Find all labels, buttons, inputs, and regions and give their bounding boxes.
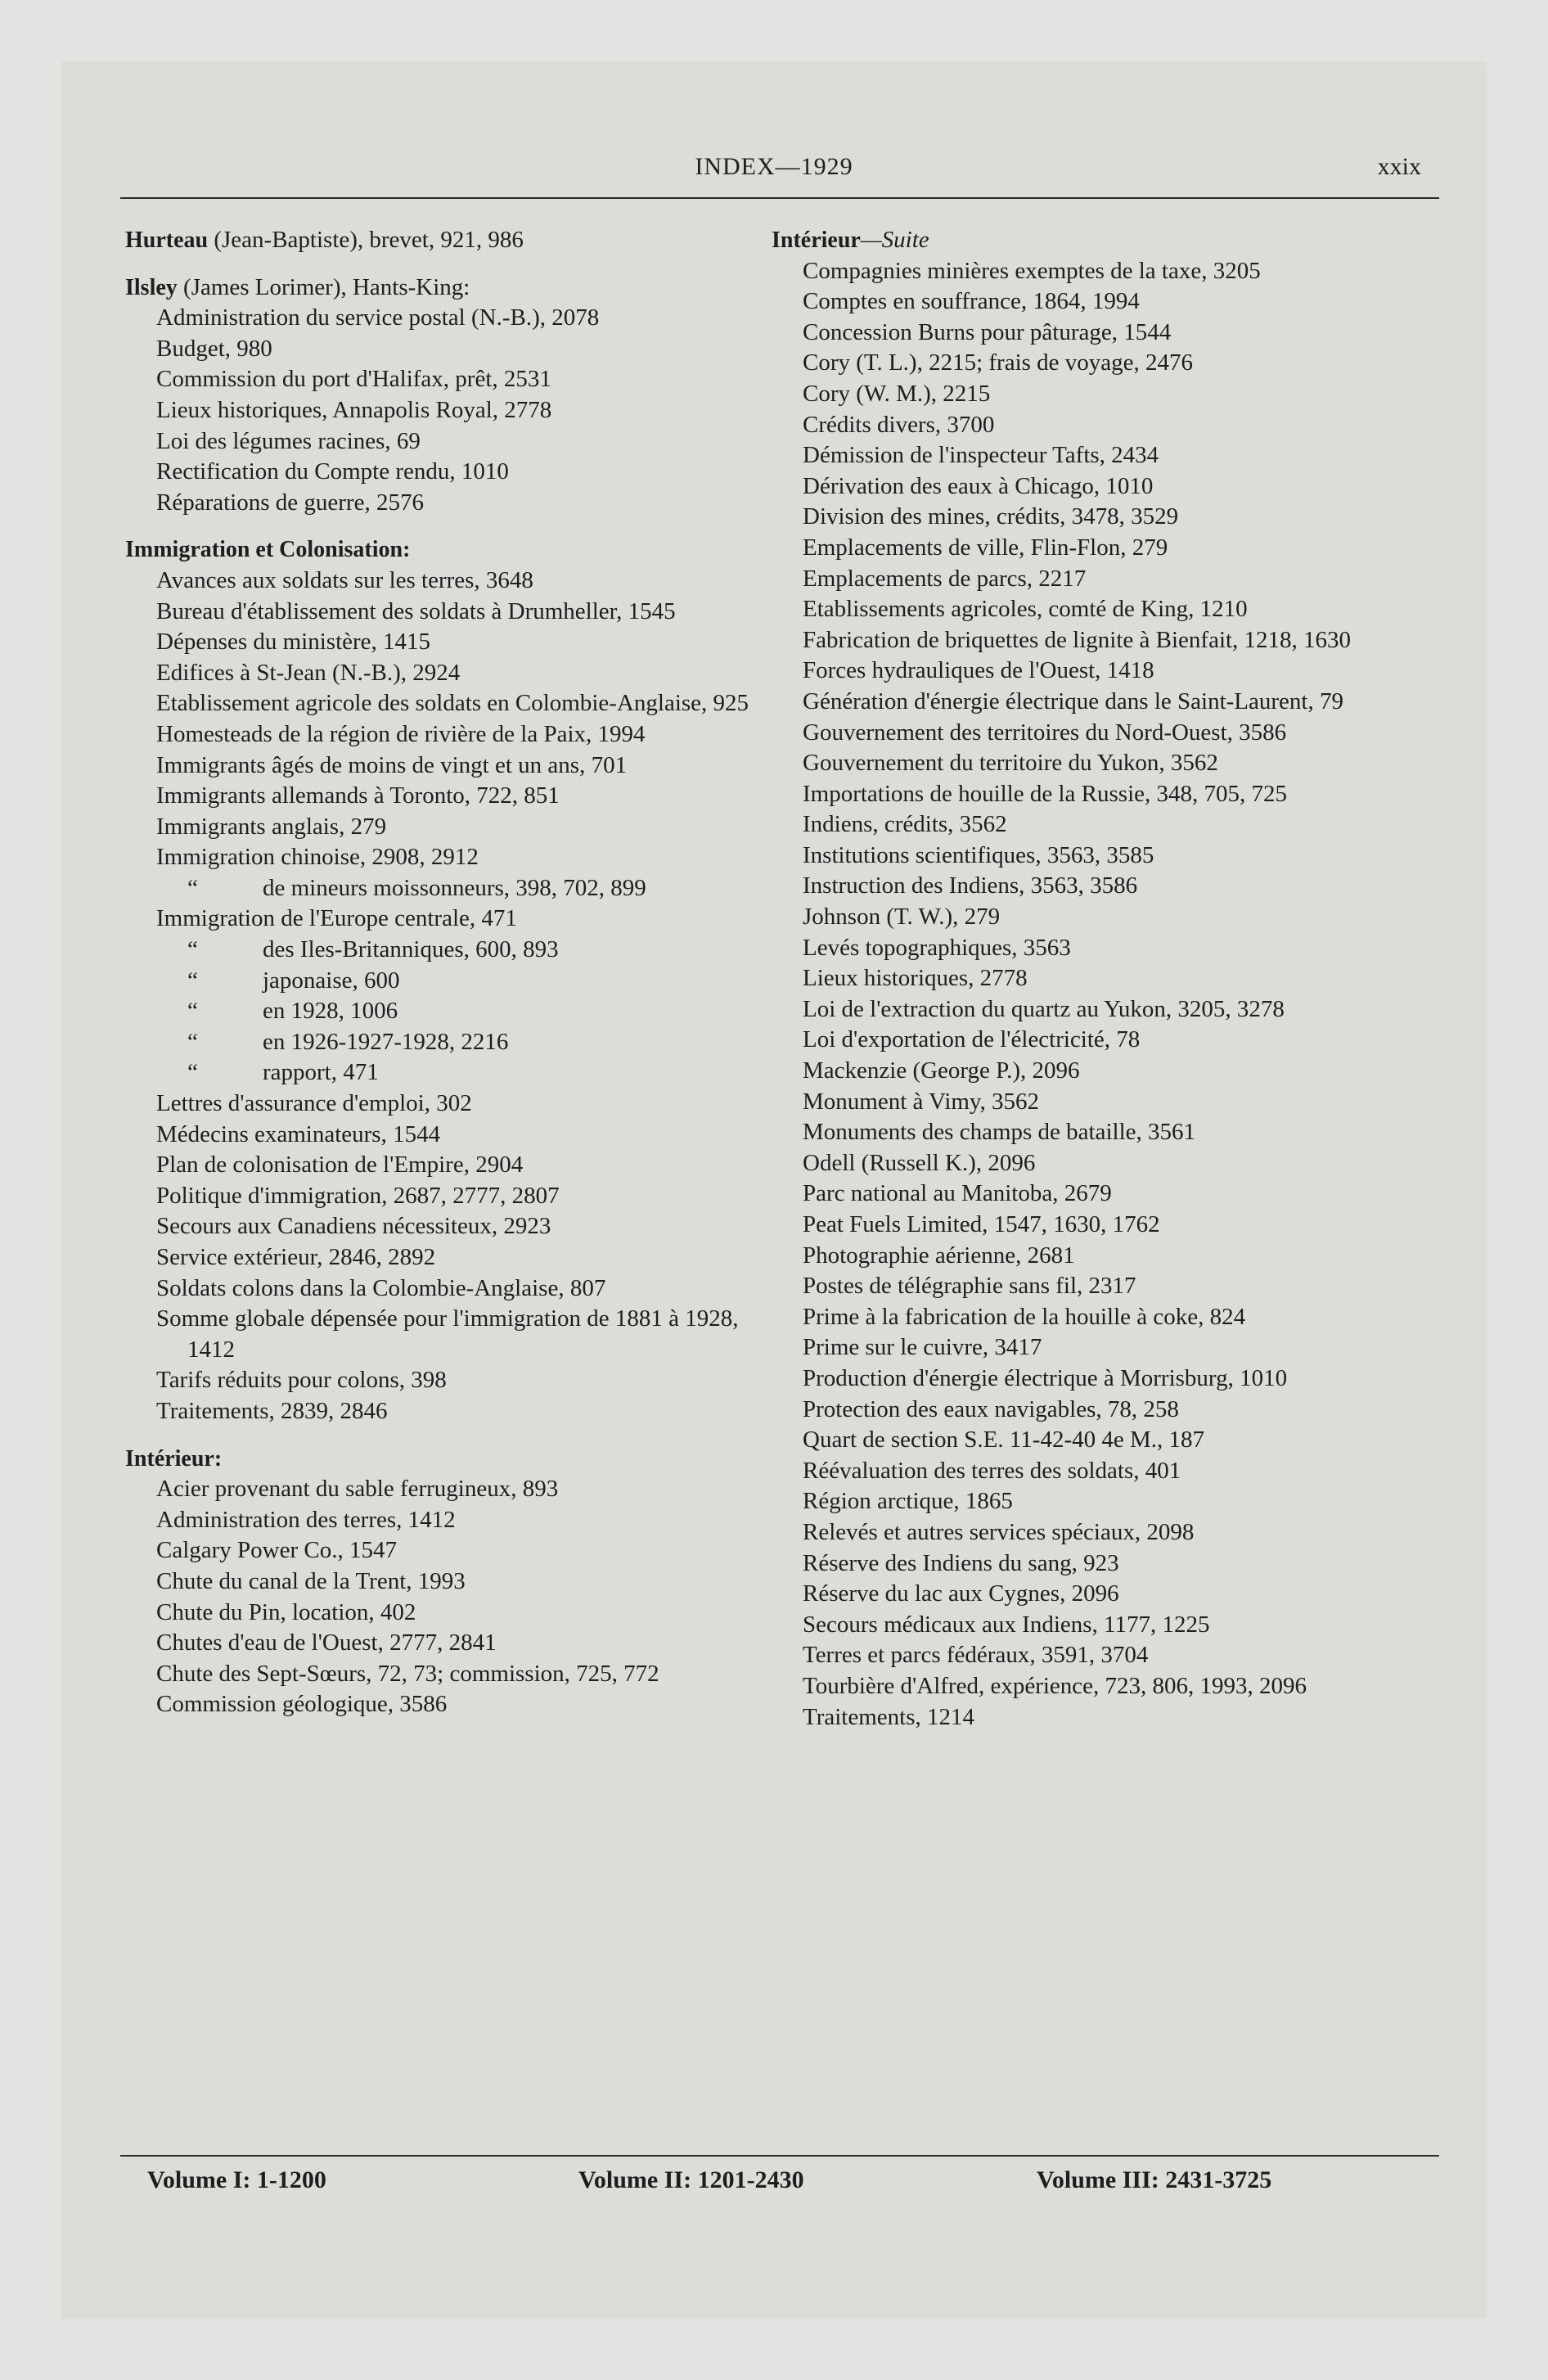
index-sub-entry: Quart de section S.E. 11-42-40 4e M., 187 bbox=[803, 1427, 1205, 1454]
index-sub-entry: Immigrants anglais, 279 bbox=[156, 813, 387, 840]
index-sub-entry: Budget, 980 bbox=[156, 335, 272, 362]
index-sub-entry: Plan de colonisation de l'Empire, 2904 bbox=[156, 1152, 524, 1179]
volume-range: 1-1200 bbox=[256, 2166, 326, 2193]
right-column bbox=[772, 225, 1442, 1733]
index-sub-entry: Compagnies minières exemptes de la taxe, 3205 bbox=[803, 257, 1261, 284]
index-sub-entry: Parc national au Manitoba, 2679 bbox=[803, 1180, 1112, 1207]
index-sub-entry: Lieux historiques, 2778 bbox=[803, 965, 1028, 992]
index-page bbox=[61, 61, 1487, 2319]
index-ditto-entry bbox=[125, 996, 780, 1027]
index-heading-entry bbox=[125, 225, 780, 256]
index-sub-entry: Réserve du lac aux Cygnes, 2096 bbox=[803, 1580, 1119, 1607]
index-sub-entry: Gouvernement du territoire du Yukon, 3562 bbox=[803, 750, 1218, 777]
index-sub-entry: Immigrants âgés de moins de vingt et un ans, 701 bbox=[156, 751, 628, 778]
index-sub-entry: Loi des légumes racines, 69 bbox=[156, 427, 421, 454]
index-sub-entry: Chute des Sept-Sœurs, 72, 73; commission, 725, 772 bbox=[156, 1660, 659, 1687]
index-sub-entry: Tourbière d'Alfred, expérience, 723, 806, 1993, 2096 bbox=[803, 1672, 1307, 1699]
index-sub-entry: Commission du port d'Halifax, prêt, 2531 bbox=[156, 366, 551, 393]
index-sub-entry: Postes de télégraphie sans fil, 2317 bbox=[803, 1273, 1136, 1300]
index-sub-entry: Homesteads de la région de rivière de la Paix, 1994 bbox=[156, 720, 646, 747]
entry-text: rapport, 471 bbox=[263, 1059, 379, 1086]
page-number: xxix bbox=[1377, 153, 1421, 180]
left-column bbox=[125, 225, 780, 1720]
entry-heading: Immigration et Colonisation: bbox=[125, 537, 411, 563]
index-sub-entry: Secours aux Canadiens nécessiteux, 2923 bbox=[156, 1213, 551, 1240]
index-sub-entry: Réserve des Indiens du sang, 923 bbox=[803, 1549, 1119, 1576]
entry-text: en 1928, 1006 bbox=[263, 998, 398, 1025]
index-sub-entry: Protection des eaux navigables, 78, 258 bbox=[803, 1395, 1179, 1422]
index-ditto-entry bbox=[125, 935, 780, 966]
index-sub-entry: Loi d'exportation de l'électricité, 78 bbox=[803, 1026, 1141, 1053]
index-sub-entry: Région arctique, 1865 bbox=[803, 1488, 1013, 1515]
index-heading-entry bbox=[125, 273, 780, 304]
volume-3-label bbox=[1037, 2166, 1271, 2194]
entry-text: en 1926-1927-1928, 2216 bbox=[263, 1028, 509, 1055]
entry-detail: (James Lorimer), Hants-King: bbox=[177, 273, 470, 300]
index-sub-entry: Avances aux soldats sur les terres, 3648 bbox=[156, 566, 533, 593]
index-sub-entry: Dépenses du ministère, 1415 bbox=[156, 629, 431, 656]
index-sub-entry: Monuments des champs de bataille, 3561 bbox=[803, 1119, 1196, 1146]
index-sub-entry: Edifices à St-Jean (N.-B.), 2924 bbox=[156, 659, 461, 686]
index-sub-entry: Indiens, crédits, 3562 bbox=[803, 811, 1007, 838]
index-sub-entry: Peat Fuels Limited, 1547, 1630, 1762 bbox=[803, 1211, 1160, 1237]
index-heading-entry bbox=[125, 534, 780, 566]
index-sub-entry: Fabrication de briquettes de lignite à Bienfait, 1218, 1630 bbox=[803, 626, 1352, 653]
index-sub-entry: Administration des terres, 1412 bbox=[156, 1506, 456, 1533]
index-sub-entry: Prime sur le cuivre, 3417 bbox=[803, 1334, 1042, 1361]
index-sub-entry: Relevés et autres services spéciaux, 2098 bbox=[803, 1518, 1195, 1545]
ditto-mark: “ bbox=[187, 936, 198, 963]
index-sub-entry: Odell (Russell K.), 2096 bbox=[803, 1149, 1036, 1176]
index-ditto-entry bbox=[125, 1027, 780, 1058]
index-sub-entry: Commission géologique, 3586 bbox=[156, 1691, 448, 1718]
index-sub-entry: Bureau d'établissement des soldats à Drumheller, 1545 bbox=[156, 597, 676, 624]
index-sub-entry: Dérivation des eaux à Chicago, 1010 bbox=[803, 472, 1154, 499]
index-sub-entry: Démission de l'inspecteur Tafts, 2434 bbox=[803, 442, 1159, 469]
index-sub-entry: Comptes en souffrance, 1864, 1994 bbox=[803, 288, 1140, 315]
volume-1-label bbox=[147, 2166, 326, 2194]
footer-rule bbox=[120, 2155, 1439, 2157]
index-sub-entry: Etablissements agricoles, comté de King, 1210 bbox=[803, 596, 1248, 623]
index-sub-entry: Somme globale dépensée pour l'immigration de 1881 à 1928, 1412 bbox=[156, 1305, 739, 1363]
index-sub-entry: Importations de houille de la Russie, 348, 705, 725 bbox=[803, 780, 1288, 807]
index-ditto-entry bbox=[125, 1057, 780, 1089]
index-sub-entry: Division des mines, crédits, 3478, 3529 bbox=[803, 503, 1179, 530]
volume-label: Volume II: bbox=[578, 2166, 692, 2193]
volume-range: 1201-2430 bbox=[697, 2166, 804, 2193]
index-sub-entry: Lieux historiques, Annapolis Royal, 2778 bbox=[156, 396, 552, 423]
index-sub-entry: Etablissement agricole des soldats en Colombie-Anglaise, 925 bbox=[156, 690, 749, 717]
header-rule bbox=[120, 197, 1439, 199]
ditto-mark: “ bbox=[187, 1059, 198, 1086]
index-sub-entry: Médecins examinateurs, 1544 bbox=[156, 1120, 441, 1147]
index-sub-entry: Gouvernement des territoires du Nord-Ouest, 3586 bbox=[803, 719, 1287, 746]
index-sub-entry: Lettres d'assurance d'emploi, 302 bbox=[156, 1090, 472, 1117]
index-sub-entry: Secours médicaux aux Indiens, 1177, 1225 bbox=[803, 1611, 1210, 1638]
index-sub-entry: Génération d'énergie électrique dans le Saint-Laurent, 79 bbox=[803, 687, 1343, 714]
index-sub-entry: Cory (T. L.), 2215; frais de voyage, 2476 bbox=[803, 349, 1194, 376]
index-sub-entry: Soldats colons dans la Colombie-Anglaise, 807 bbox=[156, 1274, 606, 1301]
ditto-mark: “ bbox=[187, 998, 198, 1025]
index-sub-entry: Réévaluation des terres des soldats, 401 bbox=[803, 1457, 1181, 1484]
index-sub-entry: Johnson (T. W.), 279 bbox=[803, 904, 1001, 931]
index-sub-entry: Immigrants allemands à Toronto, 722, 851 bbox=[156, 782, 560, 809]
index-sub-entry: Production d'énergie électrique à Morrisburg, 1010 bbox=[803, 1364, 1288, 1391]
entry-text: des Iles-Britanniques, 600, 893 bbox=[263, 936, 559, 963]
index-sub-entry: Prime à la fabrication de la houille à coke, 824 bbox=[803, 1303, 1246, 1330]
index-sub-entry: Tarifs réduits pour colons, 398 bbox=[156, 1367, 447, 1394]
index-sub-entry: Chute du Pin, location, 402 bbox=[156, 1598, 416, 1625]
volume-label: Volume III: bbox=[1037, 2166, 1159, 2193]
entry-heading: Ilsley bbox=[125, 274, 178, 300]
entry-heading: Intérieur: bbox=[125, 1445, 223, 1472]
index-sub-entry: Calgary Power Co., 1547 bbox=[156, 1537, 397, 1564]
index-sub-entry: Loi de l'extraction du quartz au Yukon, 3205, 3278 bbox=[803, 995, 1285, 1022]
index-sub-entry: Crédits divers, 3700 bbox=[803, 411, 995, 438]
index-sub-entry: Traitements, 1214 bbox=[803, 1703, 974, 1730]
index-sub-entry: Immigration de l'Europe centrale, 471 bbox=[156, 905, 517, 932]
index-sub-entry: Chutes d'eau de l'Ouest, 2777, 2841 bbox=[156, 1629, 497, 1657]
entry-heading: Intérieur bbox=[772, 228, 861, 253]
entry-detail: —Suite bbox=[860, 227, 929, 253]
index-sub-entry: Rectification du Compte rendu, 1010 bbox=[156, 458, 509, 485]
index-ditto-entry bbox=[125, 873, 780, 904]
index-ditto-entry bbox=[125, 966, 780, 997]
index-sub-entry: Emplacements de ville, Flin-Flon, 279 bbox=[803, 534, 1168, 561]
index-sub-entry: Immigration chinoise, 2908, 2912 bbox=[156, 844, 479, 871]
index-heading-entry bbox=[772, 225, 1442, 256]
index-sub-entry: Mackenzie (George P.), 2096 bbox=[803, 1057, 1080, 1084]
index-sub-entry: Traitements, 2839, 2846 bbox=[156, 1397, 388, 1424]
index-sub-entry: Institutions scientifiques, 3563, 3585 bbox=[803, 841, 1154, 868]
volume-label: Volume I: bbox=[147, 2166, 251, 2193]
index-sub-entry: Levés topographiques, 3563 bbox=[803, 934, 1071, 961]
ditto-mark: “ bbox=[187, 967, 198, 994]
index-sub-entry: Service extérieur, 2846, 2892 bbox=[156, 1244, 436, 1270]
index-heading-entry bbox=[125, 1444, 780, 1475]
index-sub-entry: Concession Burns pour pâturage, 1544 bbox=[803, 318, 1172, 345]
index-sub-entry: Emplacements de parcs, 2217 bbox=[803, 565, 1087, 592]
entry-detail: (Jean-Baptiste), brevet, 921, 986 bbox=[208, 227, 524, 253]
index-sub-entry: Chute du canal de la Trent, 1993 bbox=[156, 1567, 466, 1594]
entry-heading: Hurteau bbox=[125, 228, 209, 253]
index-sub-entry: Cory (W. M.), 2215 bbox=[803, 380, 991, 407]
entry-text: japonaise, 600 bbox=[263, 967, 400, 994]
index-sub-entry: Monument à Vimy, 3562 bbox=[803, 1088, 1040, 1115]
index-sub-entry: Terres et parcs fédéraux, 3591, 3704 bbox=[803, 1642, 1149, 1669]
index-sub-entry: Administration du service postal (N.-B.), 2078 bbox=[156, 304, 600, 331]
entry-text: de mineurs moissonneurs, 398, 702, 899 bbox=[263, 874, 646, 901]
ditto-mark: “ bbox=[187, 1028, 198, 1055]
index-sub-entry: Acier provenant du sable ferrugineux, 893 bbox=[156, 1476, 559, 1503]
index-sub-entry: Réparations de guerre, 2576 bbox=[156, 489, 424, 516]
page-title: INDEX—1929 bbox=[695, 153, 853, 180]
index-sub-entry: Instruction des Indiens, 3563, 3586 bbox=[803, 872, 1138, 899]
index-sub-entry: Forces hydrauliques de l'Ouest, 1418 bbox=[803, 657, 1154, 684]
ditto-mark: “ bbox=[187, 874, 198, 901]
volume-2-label bbox=[578, 2166, 804, 2194]
volume-range: 2431-3725 bbox=[1165, 2166, 1272, 2193]
index-sub-entry: Politique d'immigration, 2687, 2777, 2807 bbox=[156, 1182, 560, 1209]
index-sub-entry: Photographie aérienne, 2681 bbox=[803, 1242, 1075, 1269]
